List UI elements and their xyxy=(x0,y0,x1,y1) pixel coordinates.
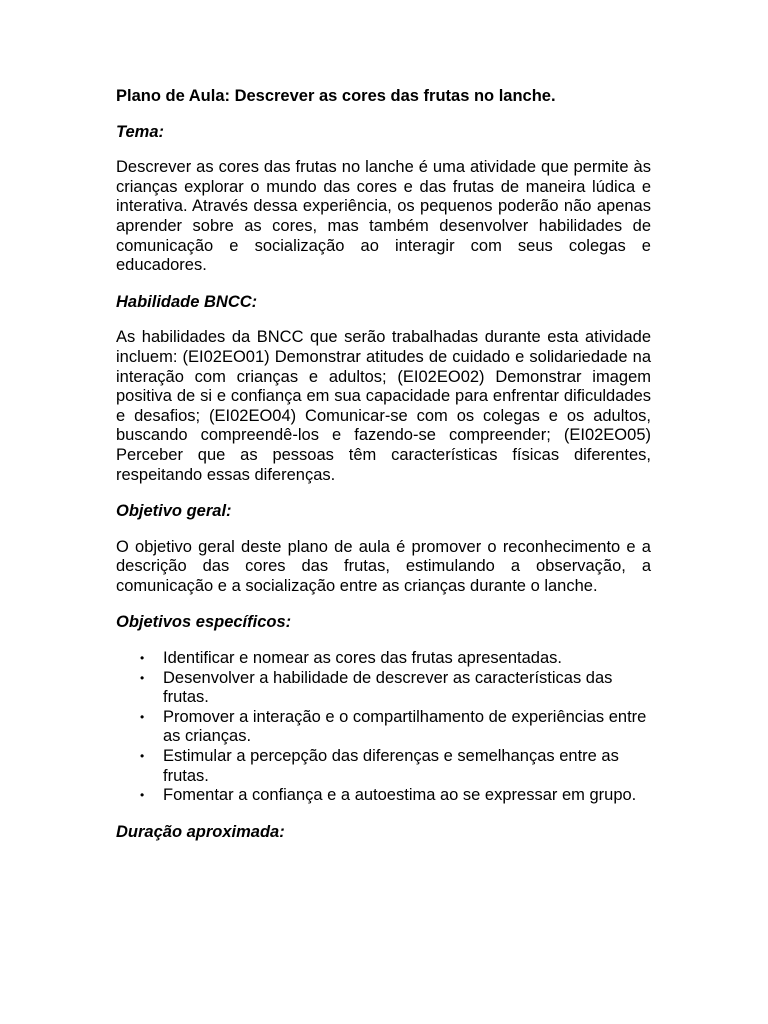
list-item-text: Desenvolver a habilidade de descrever as características das frutas. xyxy=(163,668,613,707)
list-item xyxy=(116,786,651,806)
list-item-text: Estimular a percepção das diferenças e semelhanças entre as frutas. xyxy=(163,747,619,785)
section-heading-habilidade: Habilidade BNCC: xyxy=(116,292,258,311)
list-item xyxy=(116,747,651,786)
bullet-icon: • xyxy=(140,749,145,764)
list-item xyxy=(116,669,651,708)
list-item xyxy=(116,708,651,747)
paragraph-habilidade: As habilidades da BNCC que serão trabalhadas durante esta atividade incluem: (EI02EO01) Demonstrar atitudes de cuidado e solidariedade na interação com crianças e adultos; (EI02EO02) Demonstrar imagem positiva de si e confiança em sua capacidade para enfrentar dificuldades e desafios; (EI02EO04) Comunicar-se com os colegas e os adultos, buscando compreendê-los e fazendo-se compreender; (EI02EO05) Perceber que as pessoas têm características físicas diferentes, respeitando essas diferenças. xyxy=(116,328,651,484)
bullet-icon: • xyxy=(140,651,145,666)
list-item-text: Fomentar a confiança e a autoestima ao se expressar em grupo. xyxy=(163,786,637,805)
paragraph-objetivo-geral: O objetivo geral deste plano de aula é promover o reconhecimento e a descrição das cores das frutas, estimulando a observação, a comunicação e a socialização entre as crianças durante o lanche. xyxy=(116,537,651,595)
objetivos-list xyxy=(116,649,651,806)
document-title: Plano de Aula: Descrever as cores das frutas no lanche. xyxy=(116,87,556,105)
section-heading-tema: Tema: xyxy=(116,122,164,141)
bullet-icon: • xyxy=(140,670,145,685)
section-heading-objetivos-especificos: Objetivos específicos: xyxy=(116,613,292,632)
section-heading-objetivo-geral: Objetivo geral: xyxy=(116,502,232,521)
list-item-text: Identificar e nomear as cores das frutas apresentadas. xyxy=(163,649,562,668)
list-item-text: Promover a interação e o compartilhamento de experiências entre as crianças. xyxy=(163,707,647,746)
document-page xyxy=(116,87,651,858)
paragraph-tema: Descrever as cores das frutas no lanche é uma atividade que permite às crianças explorar o mundo das cores e das frutas de maneira lúdica e interativa. Através dessa experiência, os pequenos poderão não apenas aprender sobre as cores, mas também desenvolver habilidades de comunicação e socialização ao interagir com seus colegas e educadores. xyxy=(116,158,651,275)
bullet-icon: • xyxy=(140,788,145,803)
bullet-icon: • xyxy=(140,709,145,724)
section-heading-duracao: Duração aproximada: xyxy=(116,822,285,841)
list-item xyxy=(116,649,651,669)
